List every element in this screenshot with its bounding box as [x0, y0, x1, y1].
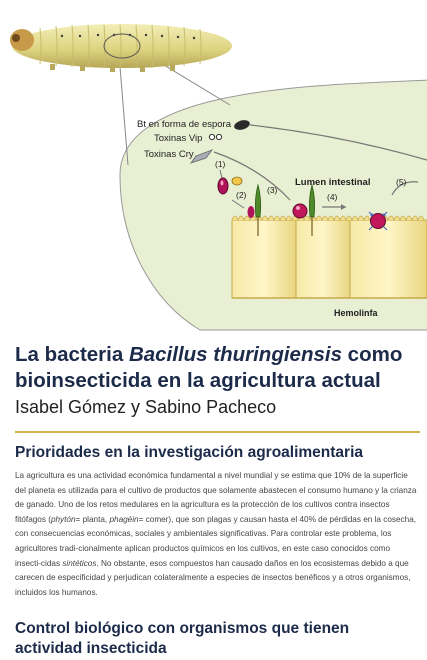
- p1-phyton: phytón: [50, 514, 76, 524]
- label-hemolymph: Hemolinfa: [334, 308, 378, 318]
- p1-text-b: = planta,: [75, 514, 110, 524]
- title-part1: La bacteria: [15, 343, 129, 366]
- title-part2: como bioinsecticida en la agricultura actual: [15, 343, 403, 392]
- p1-text-c: = comer), que son plagas y causan hasta el 40% de pérdidas en la cosecha, con consecuencias económicas, sociales y ambientales significativas. Para controlar este problema, los agricultores tradi-cionalmente aplican productos químicos en los cultivos, en este caso conocidos como insecti-cidas: [15, 514, 417, 568]
- toxin-oligomer-highlight: [296, 206, 300, 210]
- label-lumen: Lumen intestinal: [295, 177, 371, 188]
- p1-text-a: La agricultura es una actividad económica fundamental a nivel mundial y se estima que 10% de la superficie del planeta es utilizada para el cultivo de productos que solamente abastecen el consumo humano y la crianza de ganado. Uno de los retos medulares en la agricultura es la protección de los cultivos contra insectos fitófagos (: [15, 471, 417, 524]
- label-step1: (1): [215, 159, 226, 169]
- label-cry: Toxinas Cry: [144, 149, 194, 160]
- section2-heading: Control biológico con organismos que tienen actividad insecticida: [15, 620, 350, 657]
- label-step3: (3): [267, 185, 278, 195]
- label-step5: (5): [396, 177, 407, 187]
- larva-illustration: [10, 24, 232, 72]
- vip-toxin-icon-2: [216, 134, 221, 139]
- gut-epithelium: [232, 216, 427, 298]
- section1-heading: Prioridades en la investigación agroalimentaria: [15, 444, 364, 461]
- p1-sinteticos: sintéticos: [62, 558, 97, 568]
- section1-paragraph: [15, 469, 417, 600]
- protoxin-highlight: [221, 181, 224, 186]
- p1-phagein: phagéin: [109, 514, 139, 524]
- gold-divider: [15, 431, 420, 433]
- toxin-oligomer-icon: [293, 204, 307, 218]
- article-title: [15, 342, 415, 394]
- label-step4: (4): [327, 192, 338, 202]
- receptor-bound-toxin-1: [248, 206, 255, 218]
- title-species: Bacillus thuringiensis: [128, 343, 342, 366]
- label-step2: (2): [236, 190, 247, 200]
- label-vip: Toxinas Vip: [154, 133, 203, 144]
- activated-toxin-icon: [232, 177, 242, 185]
- vip-toxin-icon: [209, 134, 214, 139]
- protoxin-icon: [218, 178, 228, 194]
- article-authors: Isabel Gómez y Sabino Pacheco: [15, 397, 277, 417]
- label-spore: Bt en forma de espora: [137, 119, 231, 130]
- p1-text-d: . No obstante, esos compuestos han causado daños en los ecosistemas debido a que carecen de especificidad y perjudican colateralmente a especies de insectos benéficos y a otros organismos, incluidos los humanos.: [15, 558, 411, 597]
